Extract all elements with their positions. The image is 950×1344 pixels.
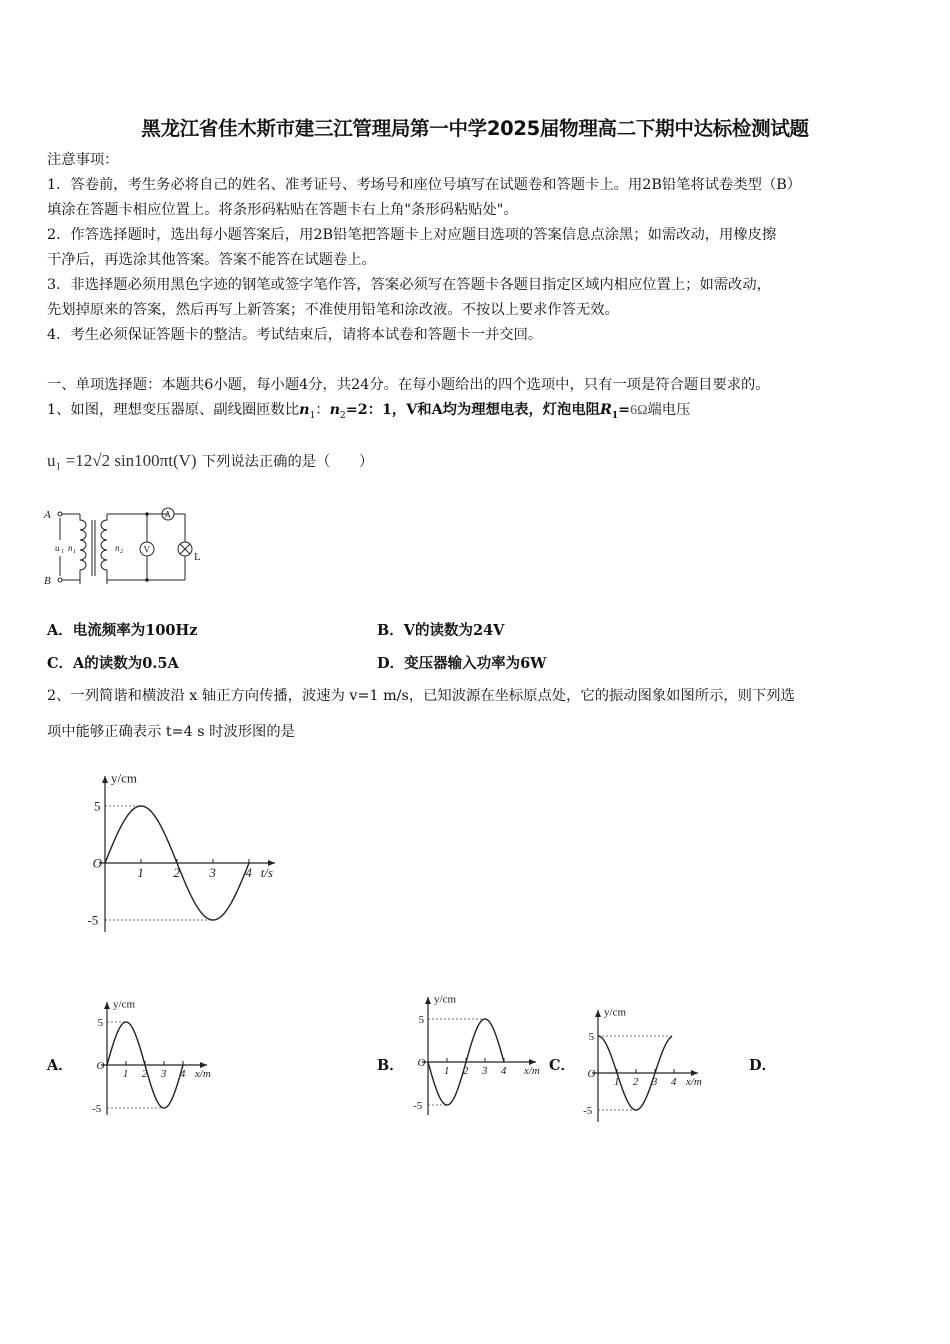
q1-option-c[interactable]: C．A的读数为0.5A <box>47 655 179 672</box>
q1-formula-tail: 下列说法正确的是（ ） <box>201 454 374 470</box>
q1-stem-prefix: 1、如图，理想变压器原、副线圈匝数比 <box>47 402 300 418</box>
y-axis-label: y/cm <box>111 770 137 786</box>
y-axis-label: y/cm <box>113 998 135 1011</box>
y-axis-arrow <box>102 776 108 783</box>
label-n2: n <box>115 543 120 553</box>
y-tick-label: -5 <box>583 1104 593 1117</box>
y-axis-arrow <box>425 997 431 1004</box>
y-tick-label: -5 <box>92 1102 102 1115</box>
q2-option-a[interactable]: A． <box>47 1057 73 1074</box>
q1-formula: u₁ =12√2 sin100πt(V) <box>47 451 197 470</box>
notice-item-4: 4．考生必须保证答题卡的整洁。考试结束后，请将本试卷和答题卡一并交回。 <box>47 327 543 343</box>
y-tick-label: 5 <box>97 1016 104 1029</box>
notice-item-2-line-2: 干净后，再选涂其他答案。答案不能答在试题卷上。 <box>47 252 376 268</box>
voltmeter-label: V <box>143 544 150 555</box>
y-tick-label: 5 <box>93 798 101 814</box>
origin-label: O <box>587 1067 596 1080</box>
terminal-b <box>58 578 62 582</box>
q1-r-label: R <box>599 402 612 418</box>
section-1-header: 一、单项选择题：本题共6小题，每小题4分，共24分。在每小题给出的四个选项中，只有一项是符合题目要求的。 <box>47 377 770 393</box>
x-tick-label: 3 <box>209 865 216 880</box>
x-axis-label: x/m <box>685 1076 702 1088</box>
q2-option-b-chart[interactable] <box>400 990 550 1115</box>
x-tick-label: 2 <box>141 1068 148 1080</box>
page-title: 黑龙江省佳木斯市建三江管理局第一中学2025届物理高二下期中达标检测试题 <box>141 117 809 140</box>
q1-r-sub: 1 <box>611 410 619 421</box>
x-tick-label: 3 <box>481 1065 488 1077</box>
x-tick-label: 4 <box>670 1076 677 1088</box>
x-tick-label: 2 <box>632 1076 639 1088</box>
x-tick-label: 1 <box>613 1076 620 1088</box>
q2-stem-line-2: 项中能够正确表示 t=4 s 时波形图的是 <box>47 724 295 740</box>
x-tick-label: 2 <box>173 865 180 880</box>
q2-option-c-chart[interactable] <box>570 1003 715 1123</box>
x-tick-label: 3 <box>160 1068 167 1080</box>
secondary-coil <box>101 514 107 584</box>
primary-coil <box>80 514 86 584</box>
origin-label: O <box>417 1056 426 1069</box>
q1-ratio-value: =2：1，V和A均为理想电表，灯泡电阻 <box>345 402 600 418</box>
label-n1: n <box>68 543 73 553</box>
vibration-chart <box>75 768 285 943</box>
q1-n2: n <box>329 402 340 418</box>
x-tick-label: 1 <box>443 1065 450 1077</box>
y-axis-arrow <box>595 1010 601 1017</box>
y-tick-label: -5 <box>413 1099 423 1112</box>
origin-label: O <box>96 1059 105 1072</box>
q1-r-eq: = <box>618 402 631 418</box>
x-tick-label: 3 <box>651 1076 658 1088</box>
notice-item-2-line-1: 2．作答选择题时，选出每小题答案后，用2B铅笔把答题卡上对应题目选项的答案信息点涂黑；如需改动，用橡皮擦 <box>47 227 777 243</box>
x-axis-label: x/m <box>194 1068 211 1080</box>
x-tick-label: 4 <box>245 865 252 880</box>
y-axis-arrow <box>104 1002 110 1009</box>
q2-option-b[interactable]: B． <box>377 1057 404 1074</box>
x-axis-label: x/m <box>523 1065 540 1077</box>
q1-ratio-sep: ： <box>315 402 330 418</box>
q2-stem-line-1: 2、一列简谐和横波沿 x 轴正方向传播，波速为 v=1 m/s，已知波源在坐标原点处，它的振动图象如图所示，则下列选 <box>47 688 795 704</box>
y-tick-label: 5 <box>588 1030 595 1043</box>
y-axis-label: y/cm <box>604 1006 626 1019</box>
notice-item-1-line-1: 1．答卷前，考生务必将自己的姓名、准考证号、考场号和座位号填写在试题卷和答题卡上。用2B铅笔将试卷类型（B） <box>47 177 802 193</box>
label-n1-sub: 1 <box>73 549 76 555</box>
q2-option-a-chart[interactable] <box>85 995 225 1115</box>
label-u1-sub: 1 <box>61 549 64 555</box>
x-tick-label: 2 <box>462 1065 469 1077</box>
notice-item-3-line-2: 先划掉原来的答案，然后再写上新答案；不准使用铅笔和涂改液。不按以上要求作答无效。 <box>47 302 619 318</box>
q1-option-b[interactable]: B．V的读数为24V <box>377 622 505 639</box>
q1-circuit-diagram <box>40 500 210 592</box>
notice-heading: 注意事项： <box>47 152 119 168</box>
q1-option-d[interactable]: D．变压器输入功率为6W <box>377 655 547 672</box>
x-tick-label: 4 <box>179 1068 186 1080</box>
y-tick-label: -5 <box>87 912 99 928</box>
q1-stem-suffix: 端电压 <box>647 402 691 418</box>
q1-n1-sub: 1 <box>309 410 316 421</box>
x-tick-label: 4 <box>500 1065 507 1077</box>
origin-label: O <box>92 855 103 871</box>
q1-stem <box>47 398 690 429</box>
q1-n2-sub: 2 <box>340 410 346 421</box>
ammeter-label: A <box>164 509 171 520</box>
y-axis-label: y/cm <box>434 993 456 1006</box>
notice-item-1-line-2: 填涂在答题卡相应位置上。将条形码粘贴在答题卡右上角"条形码粘贴处"。 <box>47 202 518 218</box>
q1-n1: n <box>299 402 310 418</box>
lamp-label: L <box>194 551 201 563</box>
q1-formula-line <box>47 450 373 475</box>
x-axis-label: t/s <box>260 865 273 880</box>
label-n2-sub: 2 <box>120 549 123 555</box>
x-tick-label: 1 <box>137 865 144 880</box>
q2-option-d[interactable]: D． <box>749 1057 777 1074</box>
q1-option-a[interactable]: A．电流频率为100Hz <box>47 622 198 639</box>
label-u1: u <box>55 543 60 553</box>
label-a: A <box>44 509 51 521</box>
x-tick-label: 1 <box>122 1068 129 1080</box>
q2-option-c[interactable]: C． <box>549 1057 576 1074</box>
y-tick-label: 5 <box>418 1013 425 1026</box>
q1-r-value: 6Ω <box>630 403 648 418</box>
label-b: B <box>44 575 51 587</box>
notice-item-3-line-1: 3．非选择题必须用黑色字迹的钢笔或签字笔作答，答案必须写在答题卡各题目指定区域内相应位置上；如需改动， <box>47 277 771 293</box>
terminal-a <box>58 512 62 516</box>
